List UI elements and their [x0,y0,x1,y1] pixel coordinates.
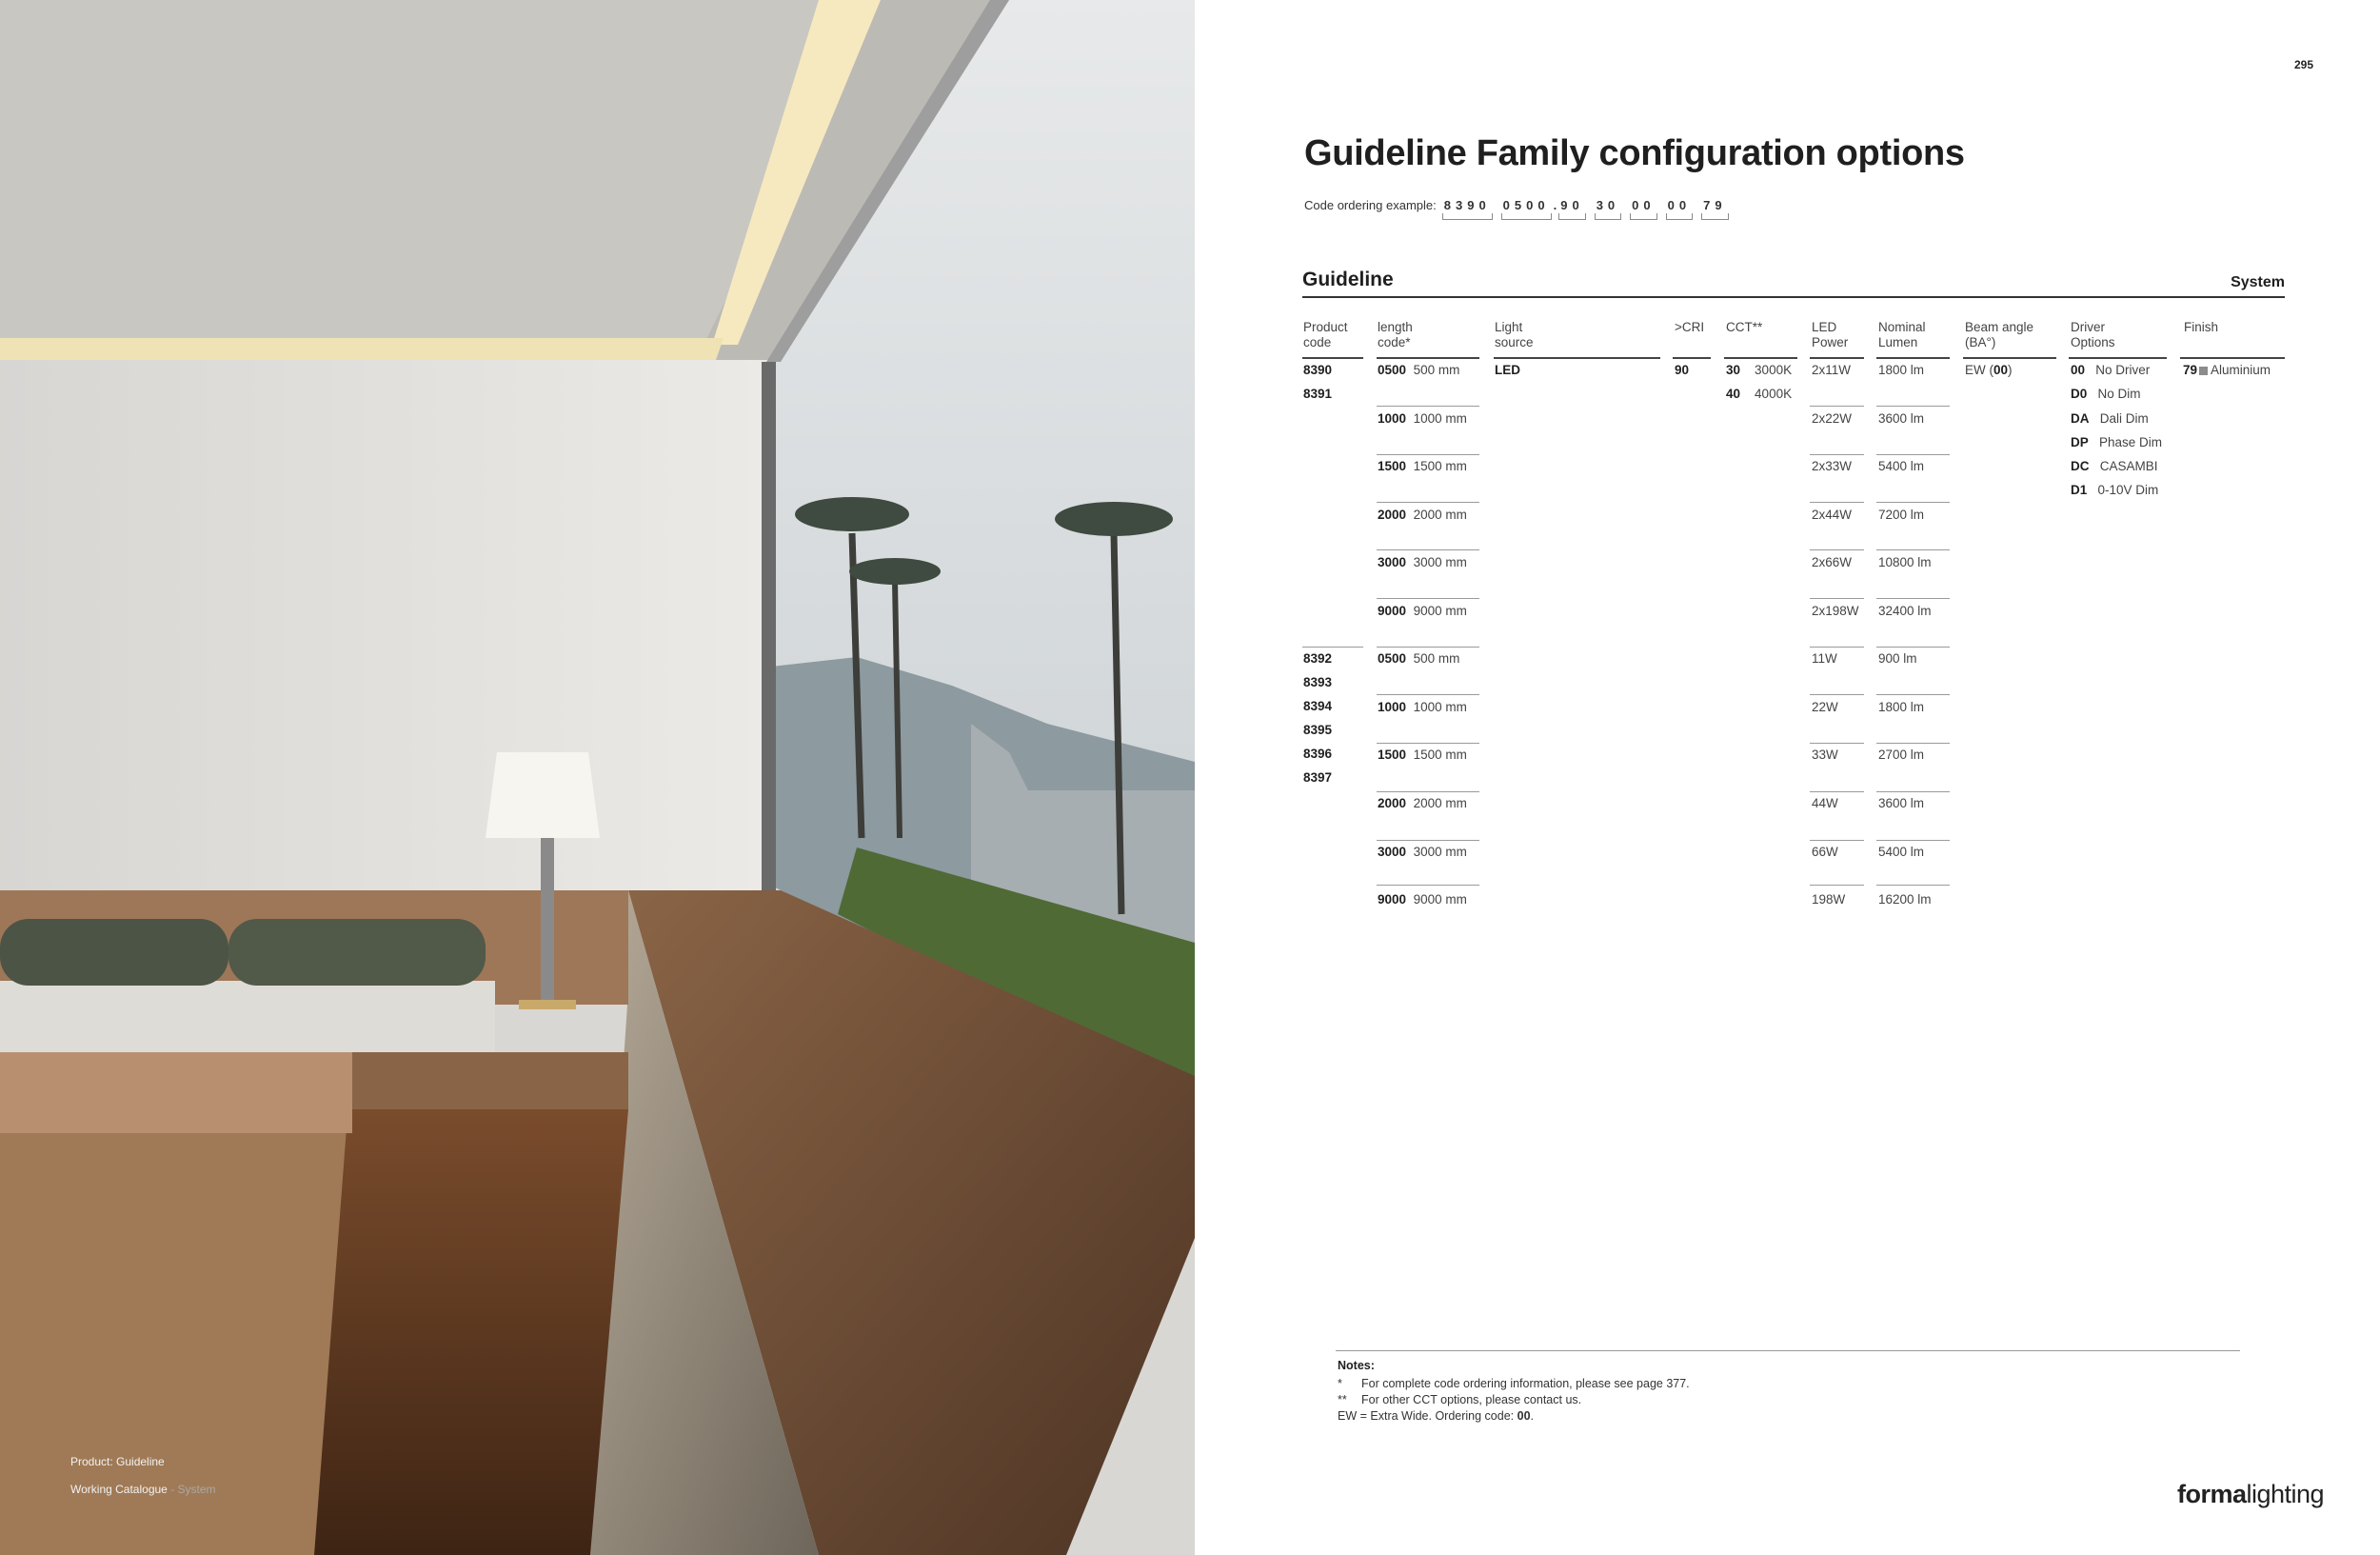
length-option: 1000 1000 mm [1378,411,1467,426]
product-code: 8394 [1303,699,1333,713]
length-option: 2000 2000 mm [1378,508,1467,522]
length-option: 0500 500 mm [1378,651,1460,666]
col-head-driver: Driver Options [2071,320,2115,349]
section-tag: System [2231,274,2285,290]
col-rule-cct [1724,357,1797,359]
product-code: 8395 [1303,723,1333,737]
code-group-beam: 00 [1630,198,1656,220]
row-rule [1377,885,1479,886]
code-example-label: Code ordering example: [1304,198,1437,212]
length-option: 2000 2000 mm [1378,796,1467,810]
row-rule [1876,840,1950,841]
length-option: 9000 9000 mm [1378,892,1467,907]
lumen-value: 900 lm [1878,651,1917,666]
note-ew: EW = Extra Wide. Ordering code: 00. [1338,1409,1535,1423]
code-group-length: 0500 [1501,198,1552,220]
row-rule [1810,743,1864,744]
notes-title: Notes: [1338,1359,1375,1372]
section-rule [1302,296,2285,298]
row-rule [1377,502,1479,503]
product-code: 8391 [1303,387,1333,401]
power-value: 22W [1812,700,1838,714]
col-rule-driver [2069,357,2167,359]
row-rule [1810,840,1864,841]
cct-option: 30 3000K [1726,363,1793,377]
row-rule [1810,406,1864,407]
row-rule [1377,791,1479,792]
power-value: 2x44W [1812,508,1853,522]
driver-option: 00 No Driver [2071,363,2151,377]
col-head-finish: Finish [2184,320,2219,334]
row-rule [1876,694,1950,695]
page-number: 295 [2294,58,2314,71]
power-value: 66W [1812,845,1838,859]
row-rule [1876,791,1950,792]
row-rule [1876,598,1950,599]
finish-option: 79 Aluminium [2183,363,2271,377]
row-rule [1377,694,1479,695]
product-code: 8397 [1303,770,1333,785]
row-rule [1377,647,1479,648]
row-rule [1377,598,1479,599]
row-rule [1377,840,1479,841]
lumen-value: 32400 lm [1878,604,1932,618]
row-rule [1876,454,1950,455]
lumen-value: 1800 lm [1878,700,1925,714]
row-rule [1810,502,1864,503]
beam-angle-value: EW (00) [1965,363,2013,377]
length-option: 3000 3000 mm [1378,845,1467,859]
caption-catalogue-label: Working Catalogue [70,1483,168,1496]
photo-caption-catalogue [70,1483,216,1496]
length-option: 0500 500 mm [1378,363,1460,377]
power-value: 2x11W [1812,363,1852,377]
product-group-rule [1302,647,1363,648]
power-value: 2x33W [1812,459,1853,473]
row-rule [1876,502,1950,503]
col-head-cri: >CRI [1675,320,1705,334]
power-value: 33W [1812,748,1838,762]
caption-separator: - [170,1483,175,1496]
row-rule [1377,743,1479,744]
lumen-value: 5400 lm [1878,845,1925,859]
product-code: 8392 [1303,651,1333,666]
note-item: ** For other CCT options, please contact us. [1338,1393,1582,1406]
lumen-value: 3600 lm [1878,796,1925,810]
col-head-lumen: Nominal Lumen [1878,320,1926,349]
col-head-product: Product code [1303,320,1348,349]
row-rule [1810,549,1864,550]
page-title: Guideline Family configuration options [1304,133,1965,173]
driver-option: D0 No Dim [2071,387,2141,401]
row-rule [1810,885,1864,886]
driver-option: DA Dali Dim [2071,411,2149,426]
finish-swatch-icon [2199,367,2208,375]
lumen-value: 5400 lm [1878,459,1925,473]
row-rule [1377,406,1479,407]
row-rule [1810,647,1864,648]
col-head-power: LED Power [1812,320,1849,349]
code-group-driver: 00 [1666,198,1693,220]
length-option: 9000 9000 mm [1378,604,1467,618]
row-rule [1810,694,1864,695]
length-option: 3000 3000 mm [1378,555,1467,569]
code-ordering-example [1304,198,1737,220]
code-group-finish: 79 [1701,198,1728,220]
row-rule [1876,743,1950,744]
photo-caption-product: Product: Guideline [70,1455,165,1468]
col-rule-light [1494,357,1660,359]
note-item: * For complete code ordering information, please see page 377. [1338,1377,1690,1390]
lumen-value: 1800 lm [1878,363,1925,377]
col-head-length: length code* [1378,320,1413,349]
product-code: 8393 [1303,675,1333,689]
col-head-light: Light source [1495,320,1534,349]
col-rule-lumen [1876,357,1950,359]
notes [1338,1358,1690,1425]
code-group-cct: 30 [1595,198,1621,220]
row-rule [1876,885,1950,886]
driver-option: DP Phase Dim [2071,435,2163,449]
lumen-value: 10800 lm [1878,555,1932,569]
power-value: 2x66W [1812,555,1853,569]
caption-section: System [177,1483,216,1496]
section-title: Guideline [1302,269,1394,290]
lumen-value: 3600 lm [1878,411,1925,426]
row-rule [1810,791,1864,792]
power-value: 11W [1812,651,1837,666]
power-value: 2x198W [1812,604,1859,618]
col-rule-length [1377,357,1479,359]
power-value: 44W [1812,796,1838,810]
col-rule-product [1302,357,1363,359]
row-rule [1876,549,1950,550]
lumen-value: 16200 lm [1878,892,1932,907]
col-rule-cri [1673,357,1711,359]
light-source-value: LED [1495,363,1520,377]
row-rule [1876,406,1950,407]
row-rule [1377,454,1479,455]
col-rule-beam [1963,357,2056,359]
lumen-value: 7200 lm [1878,508,1925,522]
code-group-cri: 90 [1558,198,1585,220]
product-code: 8396 [1303,747,1333,761]
length-option: 1500 1500 mm [1378,459,1467,473]
brand-logo: formalighting [2177,1480,2325,1508]
power-value: 198W [1812,892,1846,907]
product-code: 8390 [1303,363,1333,377]
lumen-value: 2700 lm [1878,748,1925,762]
row-rule [1810,454,1864,455]
power-value: 2x22W [1812,411,1853,426]
code-separator: . [1553,198,1557,212]
driver-option: DC CASAMBI [2071,459,2158,473]
cri-value: 90 [1675,363,1690,377]
cct-option: 40 4000K [1726,387,1793,401]
row-rule [1377,549,1479,550]
notes-rule [1336,1350,2240,1351]
row-rule [1876,647,1950,648]
length-option: 1000 1000 mm [1378,700,1467,714]
col-rule-power [1810,357,1864,359]
col-rule-finish [2180,357,2285,359]
length-option: 1500 1500 mm [1378,748,1467,762]
row-rule [1810,598,1864,599]
col-head-cct: CCT** [1726,320,1763,334]
code-group-product: 8390 [1442,198,1493,220]
driver-option: D1 0-10V Dim [2071,483,2159,497]
col-head-beam: Beam angle (BA°) [1965,320,2034,349]
